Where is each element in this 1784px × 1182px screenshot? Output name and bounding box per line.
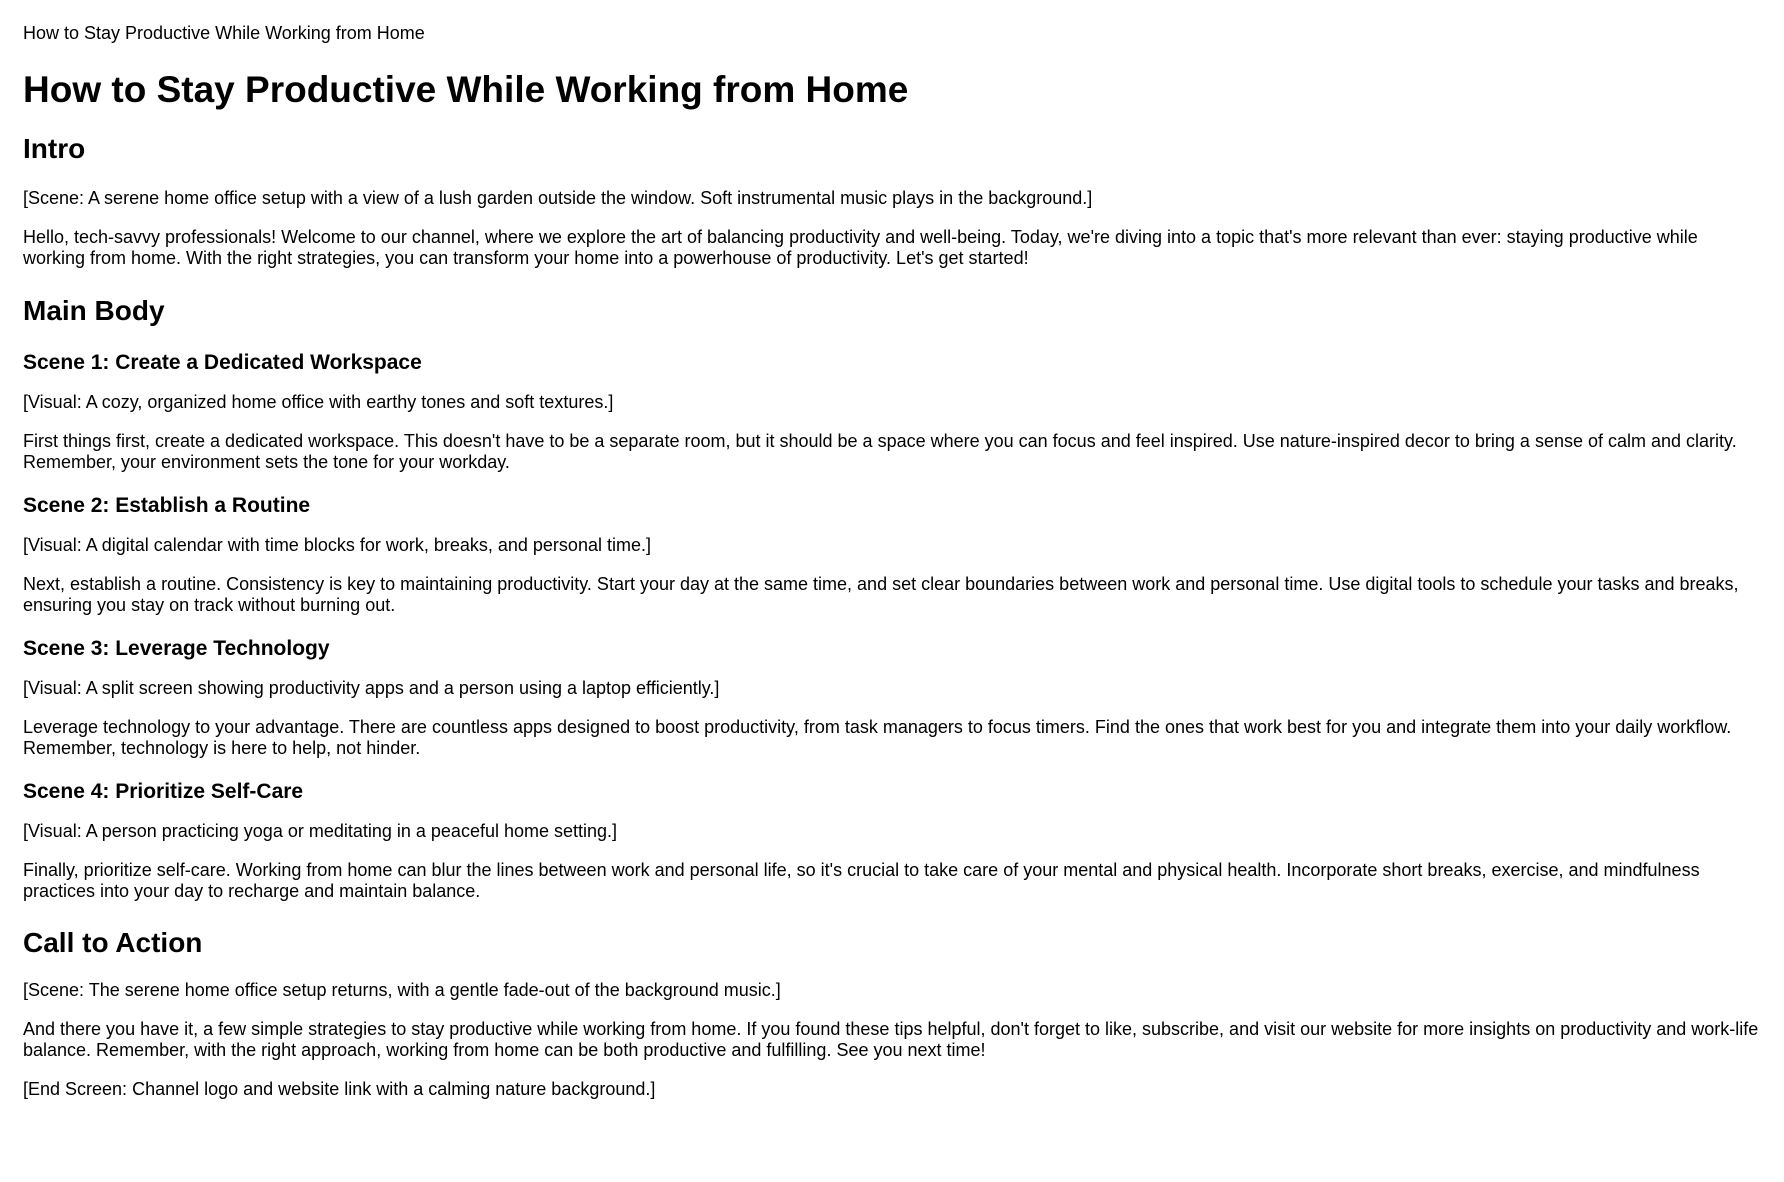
page-heading: How to Stay Productive While Working from Home xyxy=(23,69,909,110)
scene-title: Scene 3: Leverage Technology xyxy=(23,637,330,660)
intro-scene-direction: [Scene: A serene home office setup with a view of a lush garden outside the window. Soft instrumental music plays in the background.] xyxy=(23,188,1093,208)
scene-visual-direction: [Visual: A person practicing yoga or meditating in a peaceful home setting.] xyxy=(23,821,618,841)
scene-paragraph: First things first, create a dedicated workspace. This doesn't have to be a separate room, but it should be a space where you can focus and feel inspired. Use nature-inspired decor to bring a sense of calm and clarity. Remember, your environment sets the tone for your workday. xyxy=(23,431,1737,472)
call-to-action-heading: Call to Action xyxy=(23,927,203,958)
intro-heading: Intro xyxy=(23,133,86,164)
scene-visual-direction: [Visual: A cozy, organized home office with earthy tones and soft textures.] xyxy=(23,392,614,412)
scene-block xyxy=(23,350,1761,473)
call-to-action-section xyxy=(23,926,1761,1100)
scene-block xyxy=(23,636,1761,759)
scene-block xyxy=(23,493,1761,616)
scene-paragraph: Next, establish a routine. Consistency is key to maintaining productivity. Start your day at the same time, and set clear boundaries between work and personal time. Use digital tools to schedule your tasks and breaks, ensuring you stay on track without burning out. xyxy=(23,574,1739,615)
cta-paragraph: And there you have it, a few simple strategies to stay productive while working from home. If you found these tips helpful, don't forget to like, subscribe, and visit our website for more insights on productivity and work-life balance. Remember, with the right approach, working from home can be both productive and fulfilling. See you next time! xyxy=(23,1019,1759,1060)
scene-visual-direction: [Visual: A digital calendar with time blocks for work, breaks, and personal time.] xyxy=(23,535,651,555)
document-title: How to Stay Productive While Working from Home xyxy=(23,23,425,43)
cta-scene-direction: [Scene: The serene home office setup returns, with a gentle fade-out of the background music.] xyxy=(23,980,781,1000)
scene-block xyxy=(23,779,1761,902)
scene-title: Scene 1: Create a Dedicated Workspace xyxy=(23,351,422,374)
main-body-section xyxy=(23,294,1761,902)
scene-paragraph: Leverage technology to your advantage. There are countless apps designed to boost productivity, from task managers to focus timers. Find the ones that work best for you and integrate them into your daily workflow. Remember, technology is here to help, not hinder. xyxy=(23,717,1732,758)
scene-paragraph: Finally, prioritize self-care. Working from home can blur the lines between work and personal life, so it's crucial to take care of your mental and physical health. Incorporate short breaks, exercise, and mindfulness practices into your day to recharge and maintain balance. xyxy=(23,860,1700,901)
scene-title: Scene 2: Establish a Routine xyxy=(23,494,311,517)
intro-paragraph: Hello, tech-savvy professionals! Welcome to our channel, where we explore the art of balancing productivity and well-being. Today, we're diving into a topic that's more relevant than ever: staying productive while working from home. With the right strategies, you can transform your home into a powerhouse of productivity. Let's get started! xyxy=(23,227,1698,268)
intro-section xyxy=(23,132,1761,269)
end-screen-direction: [End Screen: Channel logo and website link with a calming nature background.] xyxy=(23,1079,656,1099)
main-body-heading: Main Body xyxy=(23,295,165,326)
scene-visual-direction: [Visual: A split screen showing productivity apps and a person using a laptop efficiently.] xyxy=(23,678,720,698)
scene-title: Scene 4: Prioritize Self-Care xyxy=(23,780,304,803)
